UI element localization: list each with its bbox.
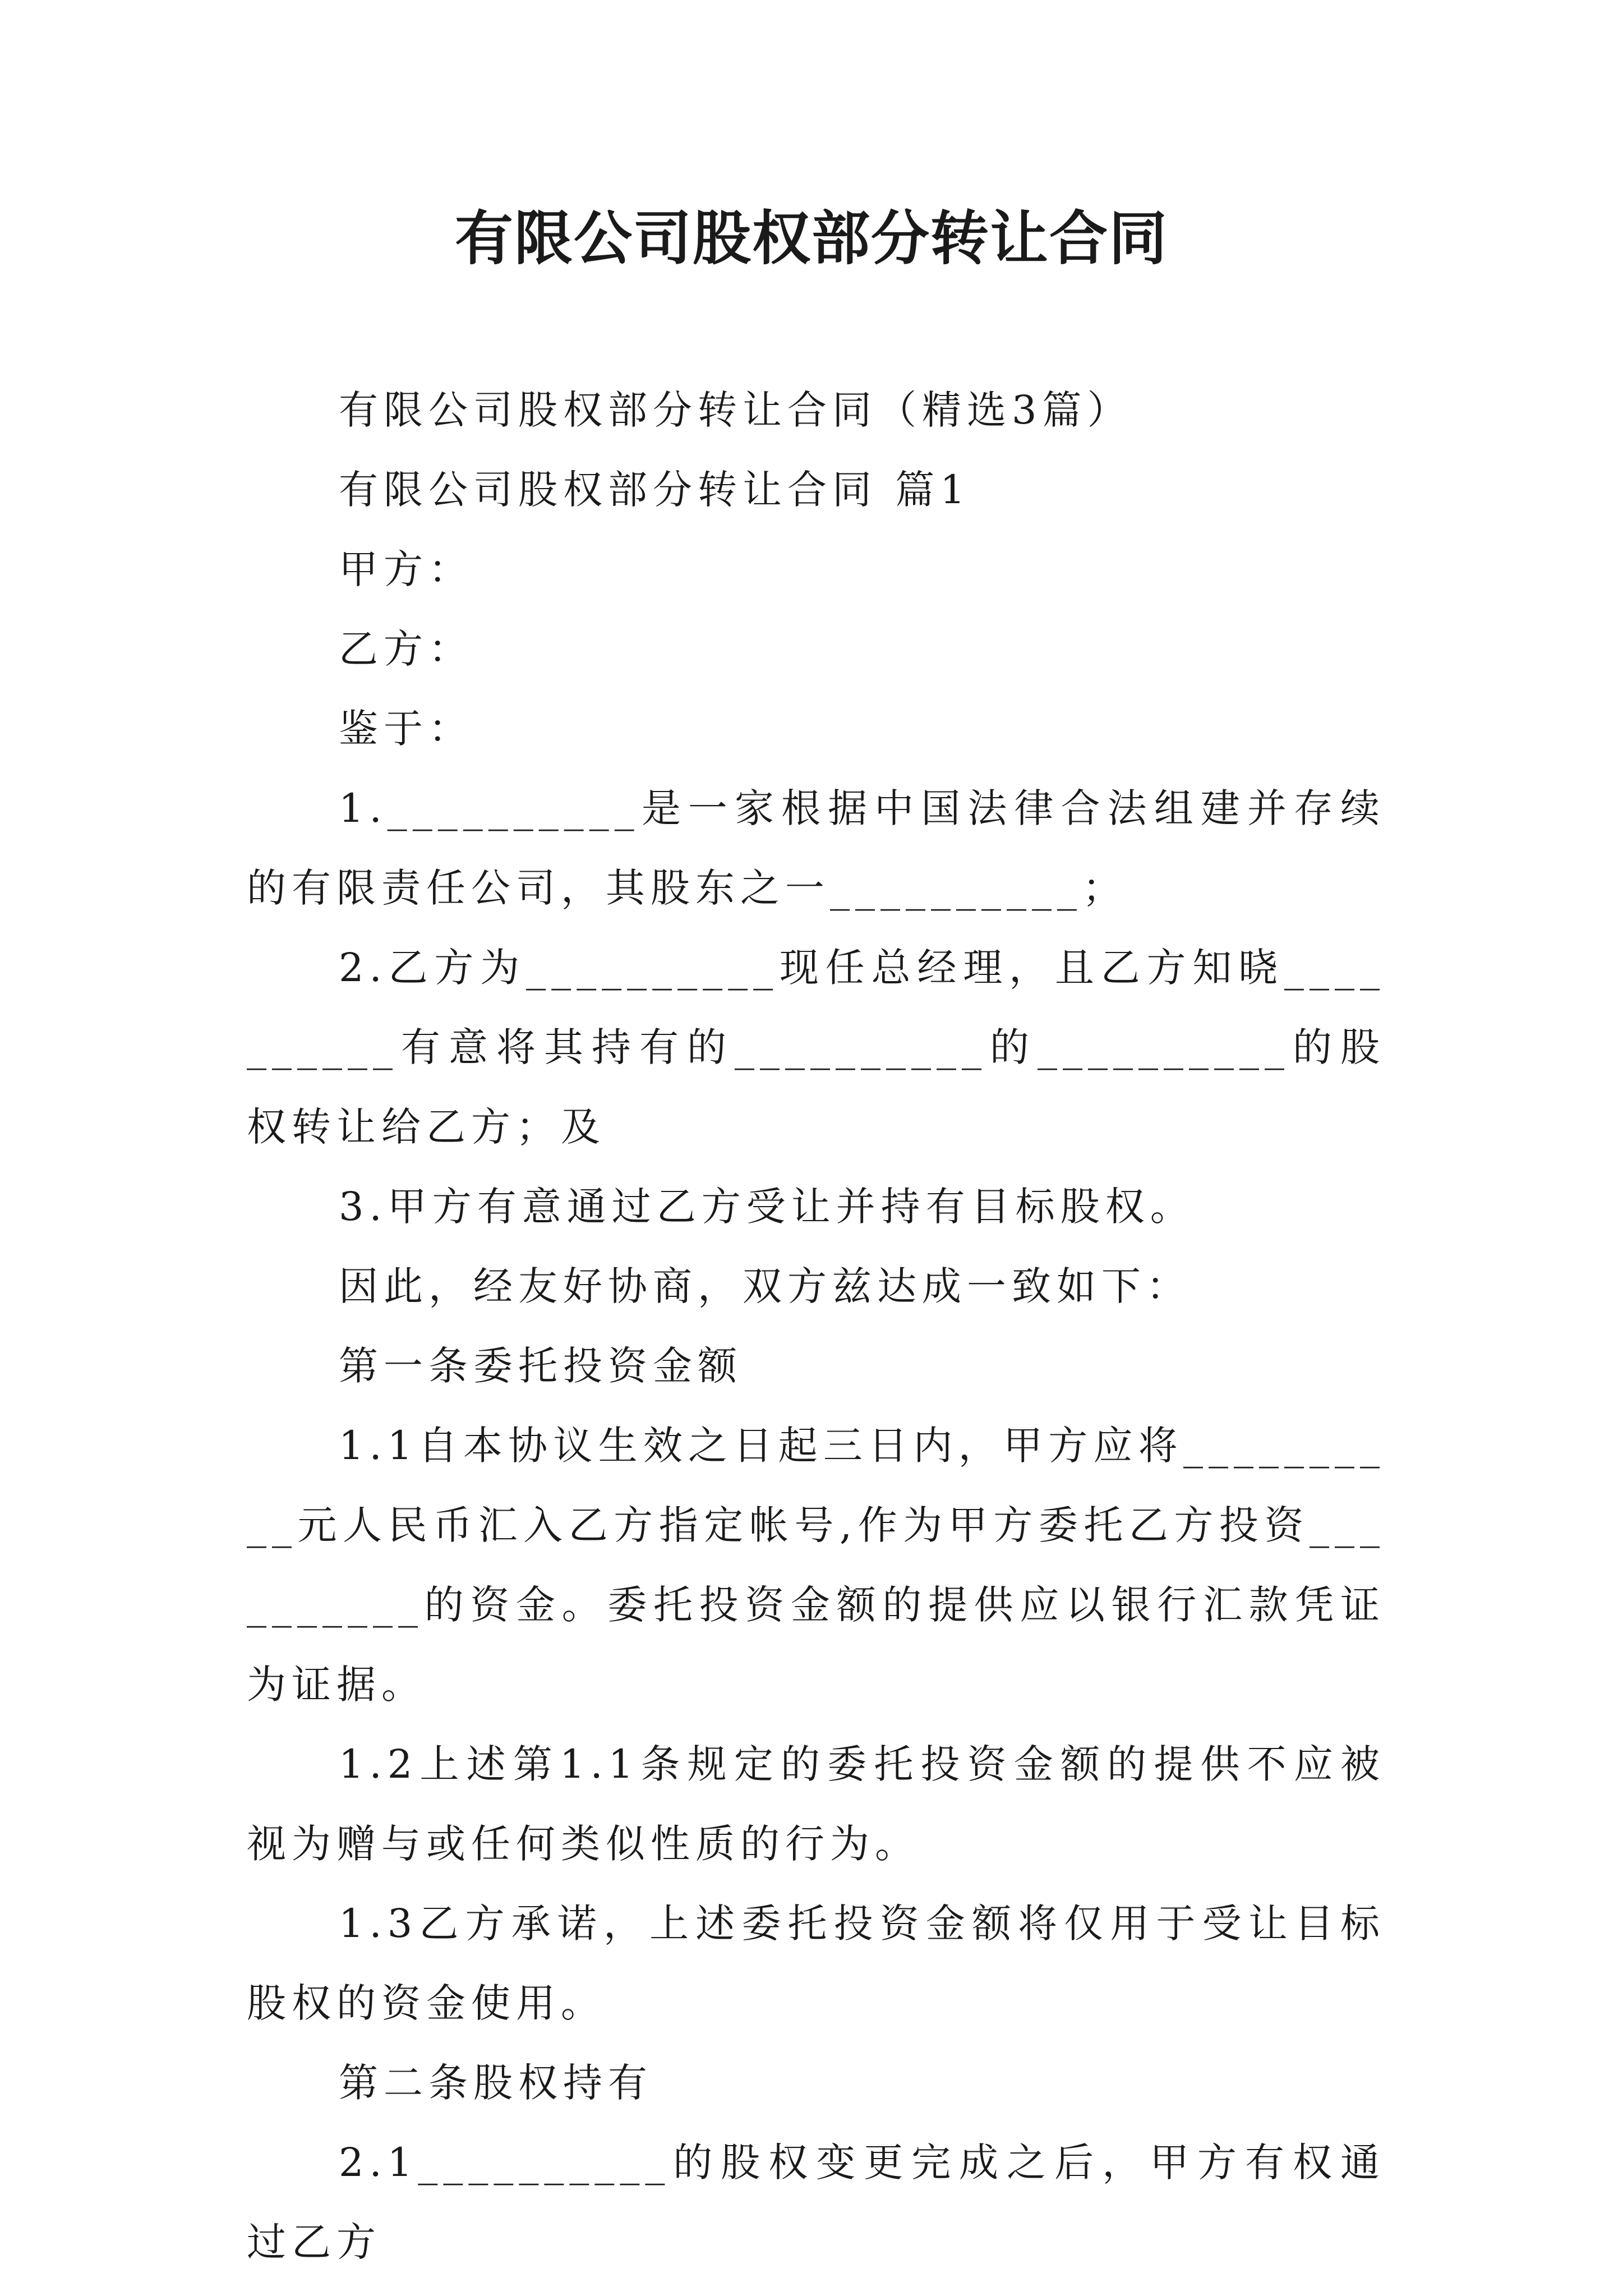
paragraph-recital-2: 2.乙方为__________现任总经理，且乙方知晓__________有意将其持有的__________的__________的股权转让给乙方；及: [247, 945, 1385, 1150]
document-body: [247, 370, 1385, 2282]
paragraph-clause-1-3: 1.3乙方承诺，上述委托投资金额将仅用于受让目标股权的资金使用。: [247, 1901, 1385, 2026]
paragraph-whereas: 鉴于：: [339, 706, 473, 752]
paragraph-article-1-heading: 第一条委托投资金额: [339, 1343, 743, 1389]
paragraph-collection-title: 有限公司股权部分转让合同（精选3篇）: [339, 387, 1132, 433]
paragraph-party-a: 甲方：: [339, 546, 473, 592]
paragraph-clause-1-2: 1.2上述第1.1条规定的委托投资金额的提供不应被视为赠与或任何类似性质的行为。: [247, 1741, 1385, 1867]
paragraph-recital-3: 3.甲方有意通过乙方受让并持有目标股权。: [339, 1184, 1195, 1230]
document-title: 有限公司股权部分转让合同: [454, 204, 1168, 273]
paragraph-clause-1-1: 1.1自本协议生效之日起三日内，甲方应将__________元人民币汇入乙方指定帐号,作为甲方委托乙方投资__________的资金。委托投资金额的提供应以银行汇款凭证为证据。: [247, 1423, 1385, 1708]
paragraph-clause-2-1: 2.1__________的股权变更完成之后，甲方有权通过乙方: [247, 2139, 1385, 2265]
paragraph-agreement-intro: 因此，经友好协商，双方兹达成一致如下：: [339, 1263, 1191, 1309]
paragraph-article-2-heading: 第二条股权持有: [339, 2060, 653, 2106]
paragraph-recital-1: 1.__________是一家根据中国法律合法组建并存续的有限责任公司，其股东之一__________；: [247, 785, 1385, 911]
paragraph-part-heading: 有限公司股权部分转让合同 篇1: [339, 467, 971, 513]
paragraph-party-b: 乙方：: [339, 626, 473, 672]
